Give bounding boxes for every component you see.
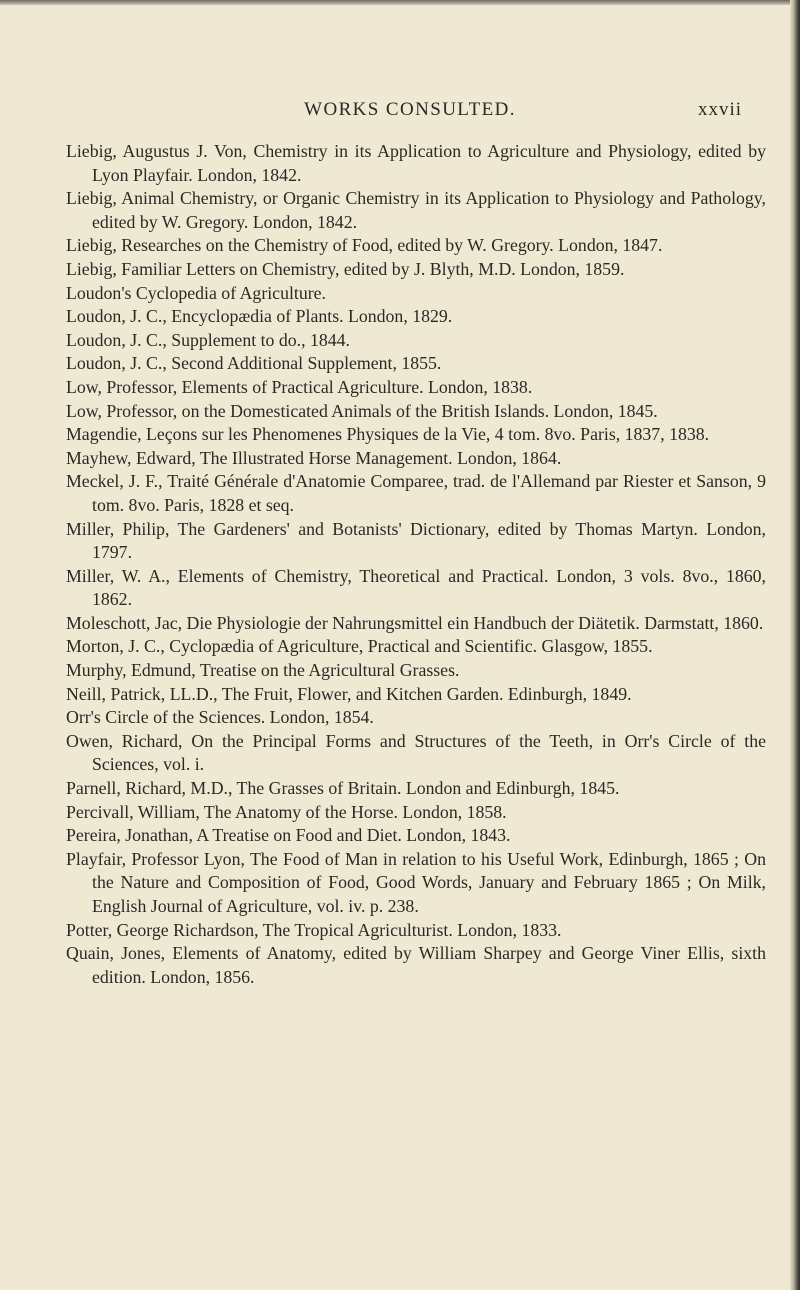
bibliography-entry: Liebig, Researches on the Chemistry of Food, edited by W. Gregory. London, 1847. <box>66 235 663 256</box>
bibliography-entry: Playfair, Professor Lyon, The Food of Man in relation to his Useful Work, Edinburgh, 1865 ; On the Nature and Composition of Food, Good Words, January and February 1865 ; On Milk, English Journal of Agriculture, vol. iv. p. 238. <box>66 848 766 916</box>
bibliography-entry: Low, Professor, on the Domesticated Animals of the British Islands. London, 1845. <box>66 400 658 421</box>
page-number: xxvii <box>697 99 742 120</box>
bibliography-entry: Neill, Patrick, LL.D., The Fruit, Flower, and Kitchen Garden. Edinburgh, 1849. <box>66 683 632 704</box>
bibliography-entry: Liebig, Augustus J. Von, Chemistry in its Application to Agriculture and Physiology, edited by Lyon Playfair. London, 1842. <box>66 141 766 185</box>
bibliography-entry: Moleschott, Jac, Die Physiologie der Nahrungsmittel ein Handbuch der Diätetik. Darmstatt, 1860. <box>66 612 764 633</box>
bibliography-entry: Owen, Richard, On the Principal Forms and Structures of the Teeth, in Orr's Circle of the Sciences, vol. i. <box>66 730 766 775</box>
bibliography-entry: Loudon's Cyclopedia of Agriculture. <box>66 282 326 303</box>
bibliography-entry: Murphy, Edmund, Treatise on the Agricultural Grasses. <box>66 660 460 681</box>
bibliography-entry: Liebig, Animal Chemistry, or Organic Chemistry in its Application to Physiology and Pathology, edited by W. Gregory. London, 1842. <box>66 188 766 232</box>
bibliography-entry: Mayhew, Edward, The Illustrated Horse Management. London, 1864. <box>66 447 562 468</box>
bibliography-entry: Miller, W. A., Elements of Chemistry, Theoretical and Practical. London, 3 vols. 8vo., 1860, 1862. <box>66 565 766 610</box>
bibliography-list <box>66 140 766 989</box>
bibliography-entry: Quain, Jones, Elements of Anatomy, edited by William Sharpey and George Viner Ellis, sixth edition. London, 1856. <box>66 943 766 987</box>
bibliography-entry: Liebig, Familiar Letters on Chemistry, edited by J. Blyth, M.D. London, 1859. <box>66 258 625 279</box>
bibliography-entry: Percivall, William, The Anatomy of the Horse. London, 1858. <box>66 801 507 822</box>
bibliography-entry: Loudon, J. C., Encyclopædia of Plants. London, 1829. <box>66 306 453 327</box>
bibliography-entry: Miller, Philip, The Gardeners' and Botanists' Dictionary, edited by Thomas Martyn. London, 1797. <box>66 518 766 563</box>
bibliography-entry: Loudon, J. C., Second Additional Supplement, 1855. <box>66 353 442 374</box>
bibliography-entry: Magendie, Leçons sur les Phenomenes Physiques de la Vie, 4 tom. 8vo. Paris, 1837, 1838. <box>66 424 710 445</box>
page-header <box>60 95 760 125</box>
running-title: WORKS CONSULTED. <box>304 99 516 120</box>
bibliography-entry: Low, Professor, Elements of Practical Agriculture. London, 1838. <box>66 376 533 397</box>
page-top-edge <box>0 0 800 5</box>
page-binding-edge <box>790 0 800 1290</box>
bibliography-entry: Meckel, J. F., Traité Générale d'Anatomie Comparee, trad. de l'Allemand par Riester et Sanson, 9 tom. 8vo. Paris, 1828 et seq. <box>66 471 766 515</box>
bibliography-entry: Parnell, Richard, M.D., The Grasses of Britain. London and Edinburgh, 1845. <box>66 778 620 799</box>
bibliography-entry: Pereira, Jonathan, A Treatise on Food and Diet. London, 1843. <box>66 825 511 846</box>
bibliography-entry: Loudon, J. C., Supplement to do., 1844. <box>66 329 351 350</box>
bibliography-entry: Morton, J. C., Cyclopædia of Agriculture, Practical and Scientific. Glasgow, 1855. <box>66 636 653 657</box>
bibliography-entry: Orr's Circle of the Sciences. London, 1854. <box>66 707 374 728</box>
bibliography-entry: Potter, George Richardson, The Tropical Agriculturist. London, 1833. <box>66 919 562 940</box>
